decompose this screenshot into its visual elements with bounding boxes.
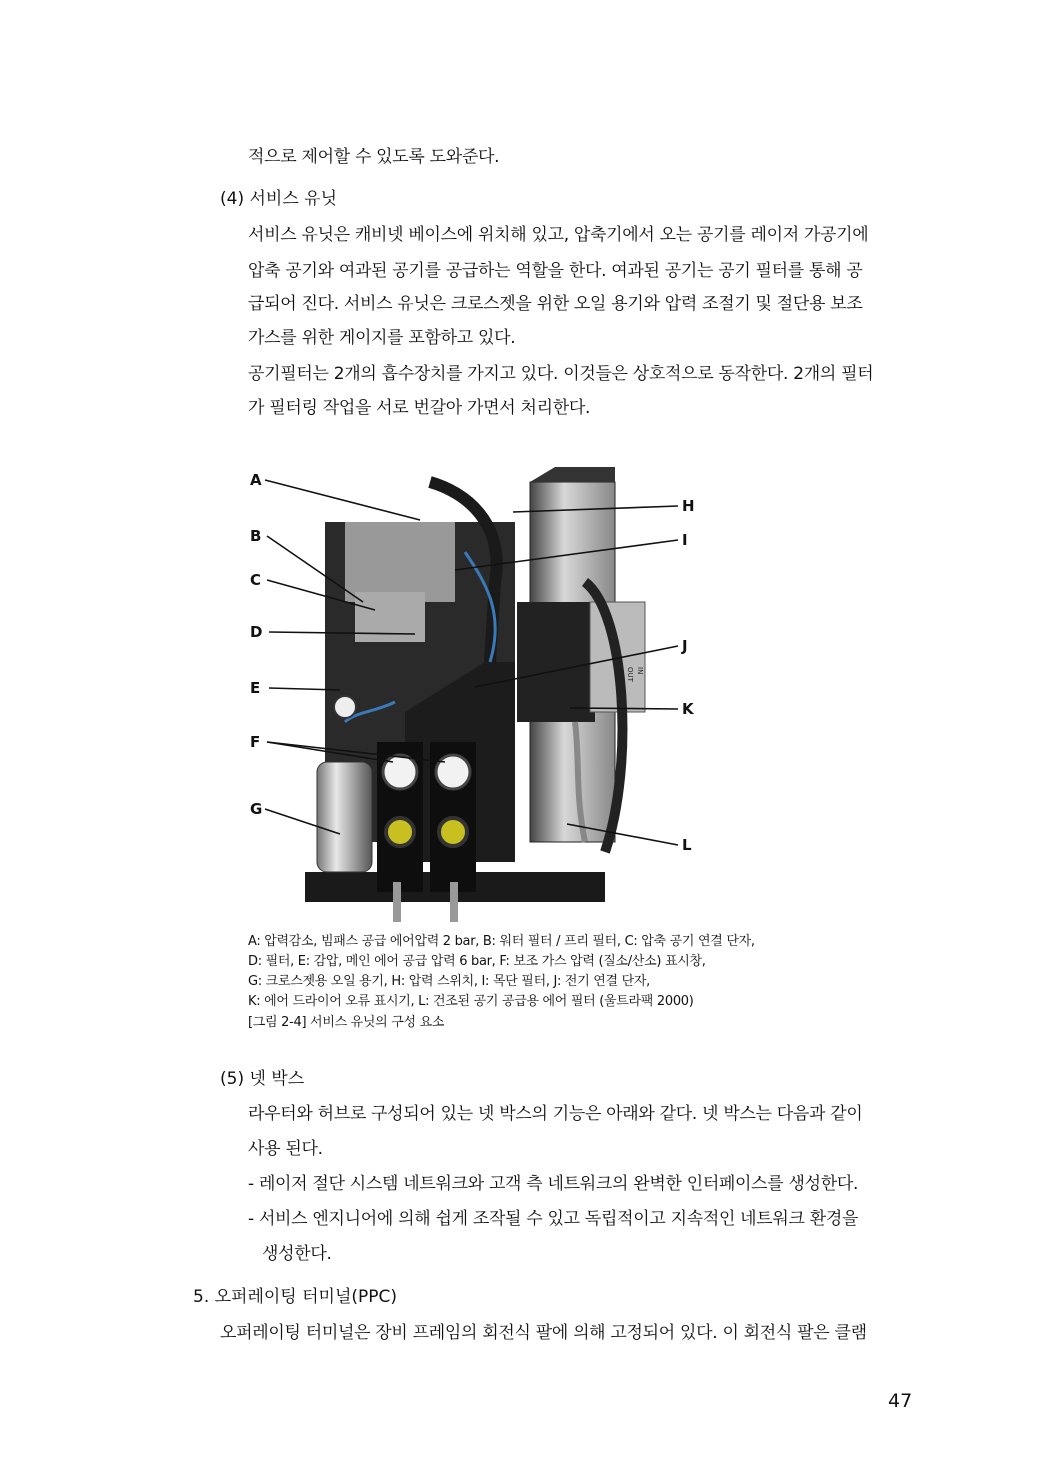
label-G: G [250,800,263,818]
oil-canister [317,762,372,872]
paragraph-line: 사용 된다. [248,1139,323,1159]
gauge-right [436,755,470,789]
figure-title: [그림 2-4] 서비스 유닛의 구성 요소 [248,1015,445,1030]
pressure-reducer [345,522,455,602]
label-C: C [250,571,262,589]
paragraph-line: 압축 공기와 여과된 공기를 공급하는 역할을 한다. 여과된 공기는 공기 필터를 통해 공 [248,261,863,281]
section-heading-service-unit: (4) 서비스 유닛 [220,189,337,209]
label-L: L [682,836,692,854]
page-number: 47 [888,1390,913,1412]
label-I: I [682,531,688,549]
section-heading-net-box: (5) 넷 박스 [220,1069,305,1089]
paragraph-line: 공기필터는 2개의 흡수장치를 가지고 있다. 이것들은 상호적으로 동작한다. 2개의 필터 [248,364,874,384]
figure-caption-line: K: 에어 드라이어 오류 표시기, L: 건조된 공기 공급용 에어 필터 (울트라팩 2000) [248,994,694,1009]
label-K: K [682,700,694,718]
panel-in-text: IN [636,667,644,675]
label-J: J [682,637,688,655]
list-item: - 서비스 엔지니어에 의해 쉽게 조작될 수 있고 독립적이고 지속적인 네트워크 환경을 [248,1209,859,1229]
label-A: A [250,471,262,489]
figure-caption-line: G: 크로스젯용 오일 용기, H: 압력 스위치, I: 목단 필터, J: 전기 연결 단자, [248,974,650,989]
paragraph-line: 급되어 진다. 서비스 유닛은 크로스젯을 위한 오일 용기와 압력 조절기 및 절단용 보조 [248,294,863,314]
electrical-module [517,602,595,722]
figure-caption-line: A: 압력감소, 빔패스 공급 에어압력 2 bar, B: 워터 필터 / 프리 필터, C: 압축 공기 연결 단자, [248,934,755,949]
paragraph-line: 서비스 유닛은 캐비넷 베이스에 위치해 있고, 압축기에서 오는 공기를 레이저 가공기에 [248,225,869,245]
panel-out-text: OUT [626,667,634,682]
figure-caption-line: D: 필터, E: 감압, 메인 에어 공급 압력 6 bar, F: 보조 가스 압력 (질소/산소) 표시창, [248,954,706,969]
chapter-heading-operating-terminal: 5. 오퍼레이팅 터미널(PPC) [193,1287,398,1307]
label-F: F [250,733,261,751]
intro-line: 적으로 제어할 수 있도록 도와준다. [248,147,500,167]
paragraph-line: 가스를 위한 게이지를 포함하고 있다. [248,328,516,348]
service-unit-figure [245,462,705,927]
paragraph-line: 가 필터링 작업을 서로 번갈아 가면서 처리한다. [248,398,591,418]
paragraph-line: 라우터와 허브로 구성되어 있는 넷 박스의 기능은 아래와 같다. 넷 박스는 다음과 같이 [248,1104,863,1124]
label-B: B [250,527,262,545]
list-item-continuation: 생성한다. [262,1244,332,1264]
list-item: - 레이저 절단 시스템 네트워크와 고객 측 네트워크의 완벽한 인터페이스를 생성한다. [248,1174,859,1194]
label-D: D [250,623,263,641]
paragraph-line: 오퍼레이팅 터미널은 장비 프레임의 회전식 팔에 의해 고정되어 있다. 이 회전식 팔은 클램 [220,1323,867,1343]
label-E: E [250,679,261,697]
label-H: H [682,497,695,515]
gauge-left [383,755,417,789]
